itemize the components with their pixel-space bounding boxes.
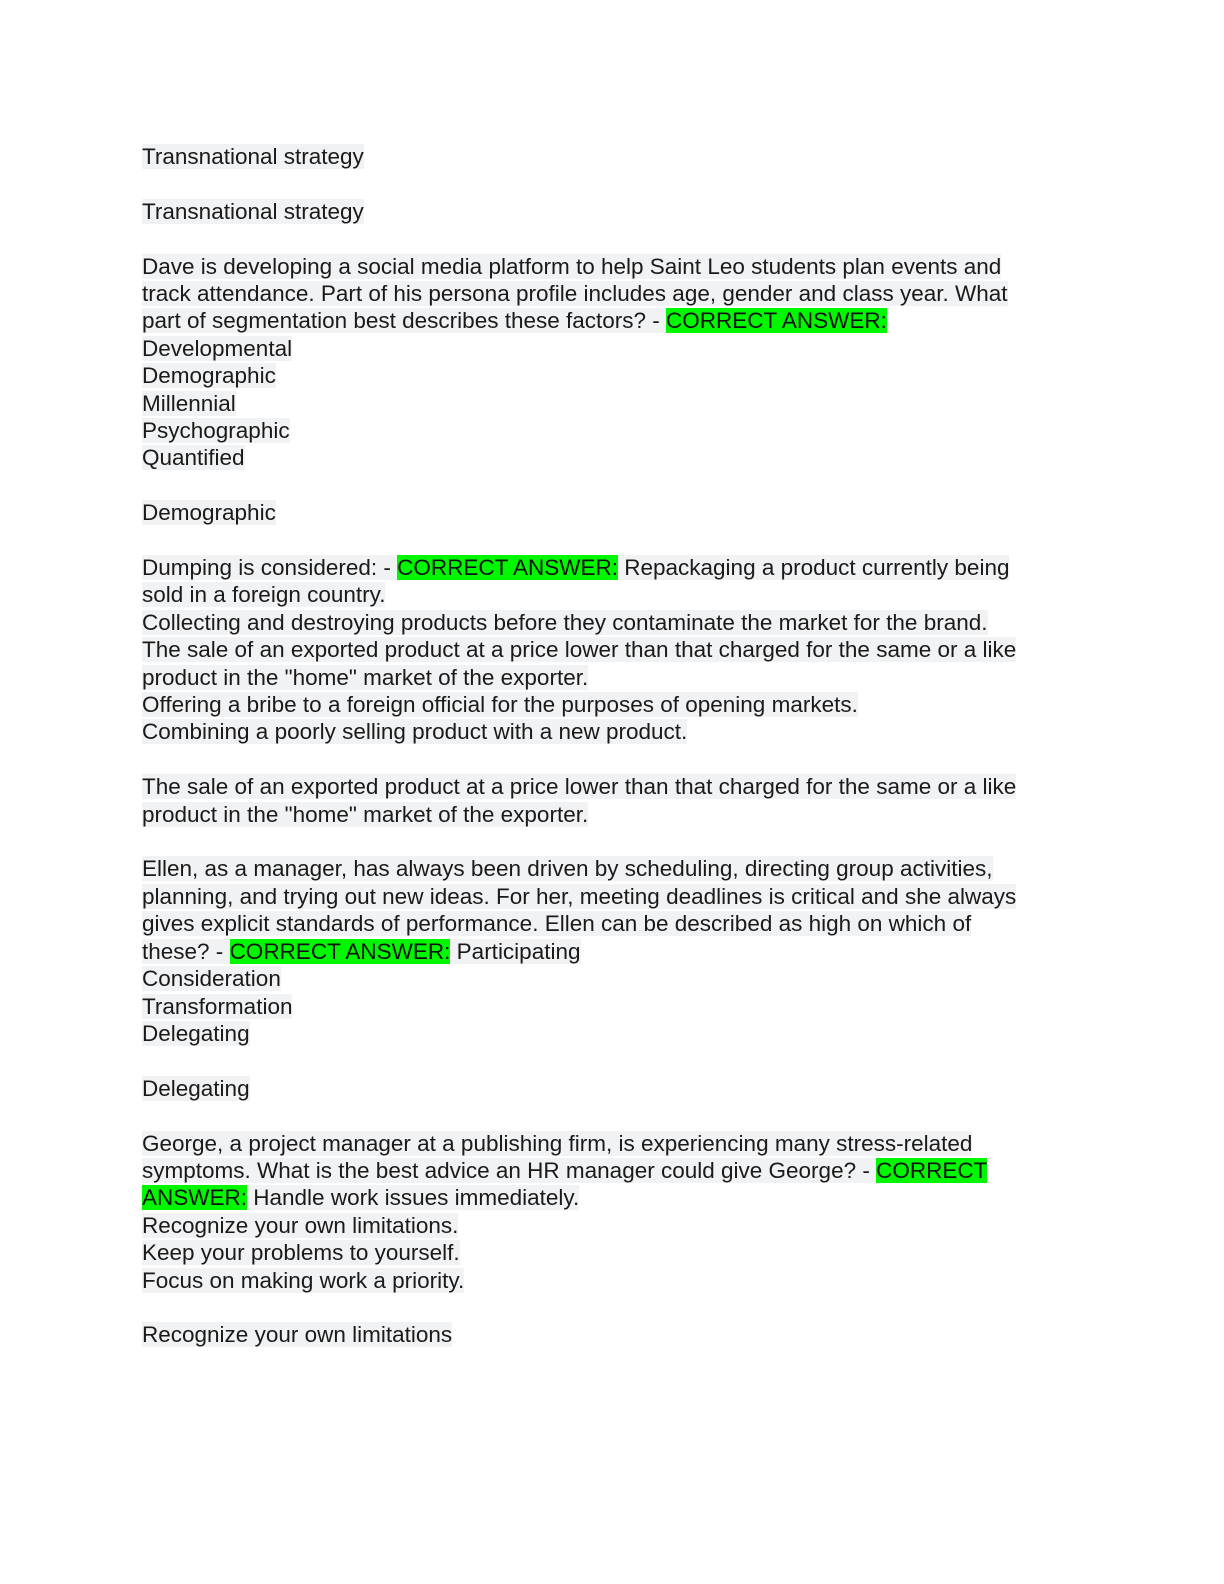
answer-option: Combining a poorly selling product with a new product. xyxy=(142,719,688,745)
correct-answer-tag: CORRECT ANSWER: xyxy=(666,308,887,334)
question-text-line: gives explicit standards of performance. Ellen can be described as high on which of xyxy=(142,911,972,937)
question-text-line: Ellen, as a manager, has always been driven by scheduling, directing group activities, xyxy=(142,856,993,882)
term-block-1 xyxy=(142,143,1082,170)
term-text: Transnational strategy xyxy=(142,144,364,169)
answer-option: Repackaging a product currently being xyxy=(617,555,1010,581)
correct-answer-tag: ANSWER: xyxy=(142,1185,248,1211)
answer-option: sold in a foreign country. xyxy=(142,582,386,608)
question-text-line: symptoms. What is the best advice an HR manager could give George? - xyxy=(142,1157,877,1183)
answer-option: Demographic xyxy=(142,363,276,389)
document-page xyxy=(142,143,1082,1376)
answer-text: product in the "home" market of the exporter. xyxy=(142,801,589,827)
answer-option: Quantified xyxy=(142,445,245,471)
answer-option: Developmental xyxy=(142,335,293,361)
question-text-line: part of segmentation best describes these factors? - xyxy=(142,308,667,334)
answer-option: Collecting and destroying products before they contaminate the market for the brand. xyxy=(142,609,988,635)
question-1 xyxy=(142,253,1082,472)
answer-option: Offering a bribe to a foreign official for the purposes of opening markets. xyxy=(142,692,858,718)
answer-option: Recognize your own limitations. xyxy=(142,1212,459,1238)
answer-text: Delegating xyxy=(142,1075,250,1101)
answer-option: Focus on making work a priority. xyxy=(142,1267,465,1293)
answer-option: Delegating xyxy=(142,1020,250,1046)
question-text-line: Dumping is considered: - xyxy=(142,555,398,581)
correct-answer-tag: CORRECT ANSWER: xyxy=(397,555,618,581)
answer-2 xyxy=(142,773,1082,828)
question-text-line: Dave is developing a social media platform to help Saint Leo students plan events and xyxy=(142,253,1002,279)
answer-option: Keep your problems to yourself. xyxy=(142,1240,460,1266)
answer-option: Handle work issues immediately. xyxy=(247,1185,580,1211)
question-text-line: these? - xyxy=(142,938,230,964)
answer-1 xyxy=(142,499,1082,526)
answer-text: Recognize your own limitations xyxy=(142,1322,453,1348)
question-text-line: planning, and trying out new ideas. For her, meeting deadlines is critical and she always xyxy=(142,883,1017,909)
answer-option: product in the "home" market of the exporter. xyxy=(142,664,589,690)
question-2 xyxy=(142,554,1082,746)
correct-answer-tag: CORRECT xyxy=(876,1157,988,1183)
question-4 xyxy=(142,1130,1082,1294)
answer-option: The sale of an exported product at a price lower than that charged for the same or a like xyxy=(142,637,1017,663)
answer-4 xyxy=(142,1321,1082,1348)
answer-3 xyxy=(142,1075,1082,1102)
question-text-line: track attendance. Part of his persona profile includes age, gender and class year. What xyxy=(142,281,1008,306)
correct-answer-tag: CORRECT ANSWER: xyxy=(229,938,451,964)
question-text-line: George, a project manager at a publishing firm, is experiencing many stress-related xyxy=(142,1130,973,1156)
answer-option: Transformation xyxy=(142,993,293,1019)
answer-text: Demographic xyxy=(142,500,276,526)
term-block-2 xyxy=(142,198,1082,225)
answer-option: Psychographic xyxy=(142,418,290,444)
question-3 xyxy=(142,855,1082,1047)
answer-text: The sale of an exported product at a price lower than that charged for the same or a like xyxy=(142,774,1017,800)
term-definition: Transnational strategy xyxy=(142,198,364,224)
answer-option: Participating xyxy=(450,938,581,964)
answer-option: Consideration xyxy=(142,966,281,992)
answer-option: Millennial xyxy=(142,390,236,416)
